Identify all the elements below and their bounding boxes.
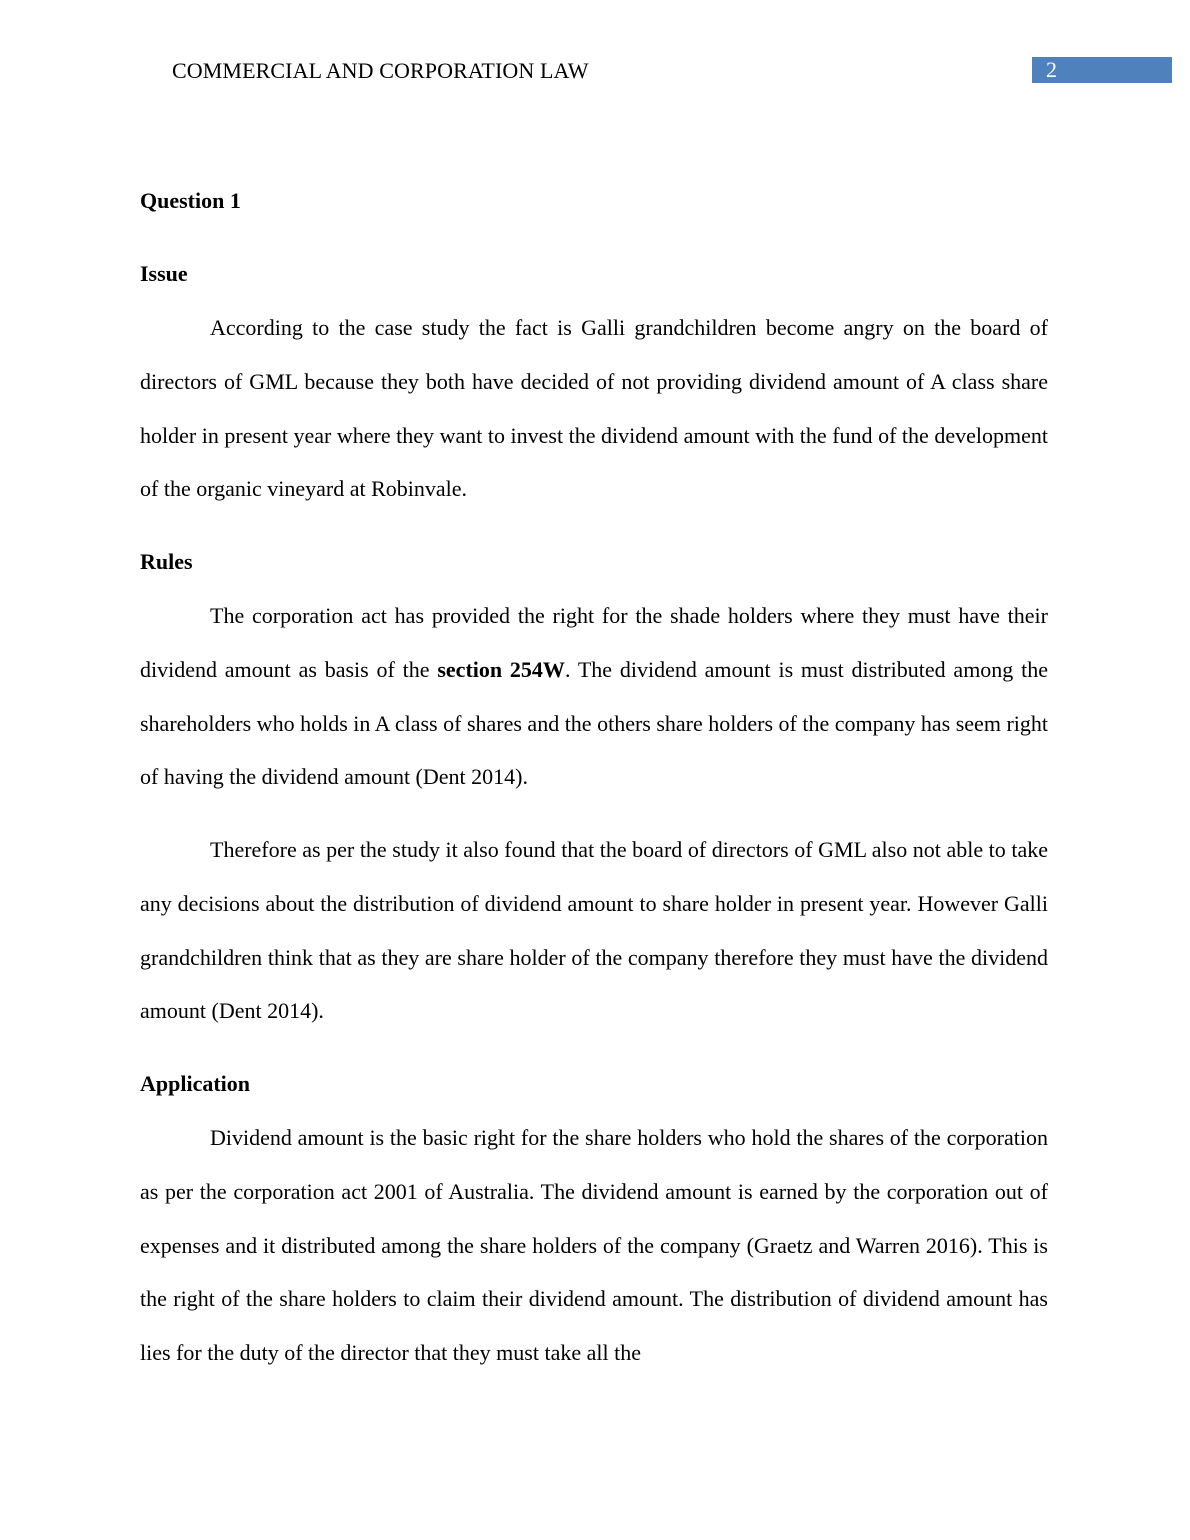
rules-paragraph-1-text-b: . The dividend amount is must distributed among the shareholders who holds in A class of shares and the others share holders of the company has seem right of having the dividend amount (Dent 2014). (140, 656, 1048, 790)
issue-paragraph: According to the case study the fact is Galli grandchildren become angry on the board of directors of GML because they both have decided of not providing dividend amount of A class share holder in present year where they want to invest the dividend amount with the fund of the development of the organic vineyard at Robinvale. (140, 315, 1048, 502)
rules-heading: Rules (140, 549, 193, 574)
question-title: Question 1 (140, 188, 241, 213)
application-paragraph: Dividend amount is the basic right for the share holders who hold the shares of the corporation as per the corporation act 2001 of Australia. The dividend amount is earned by the corporation out of expenses and it distributed among the share holders of the company (Graetz and Warren 2016). This is the right of the share holders to claim their dividend amount. The distribution of dividend amount has lies for the duty of the director that they must take all the (140, 1125, 1048, 1366)
running-header-title: COMMERCIAL AND CORPORATION LAW (172, 58, 589, 83)
page-number-bar (1032, 57, 1172, 83)
section-reference: section 254W (437, 656, 565, 682)
rules-paragraph-1 (140, 589, 1048, 804)
page-number: 2 (1046, 57, 1057, 82)
rules-paragraph-2: Therefore as per the study it also found that the board of directors of GML also not able to take any decisions about the distribution of dividend amount to share holder in present year. However Galli grandchildren think that as they are share holder of the company therefore they must have the dividend amount (Dent 2014). (140, 837, 1048, 1024)
issue-heading: Issue (140, 261, 188, 286)
rules-paragraph-1-text-a: The corporation act has provided the right for the shade holders where they must have their dividend amount as basis of the (140, 603, 1048, 682)
application-heading: Application (140, 1071, 251, 1096)
